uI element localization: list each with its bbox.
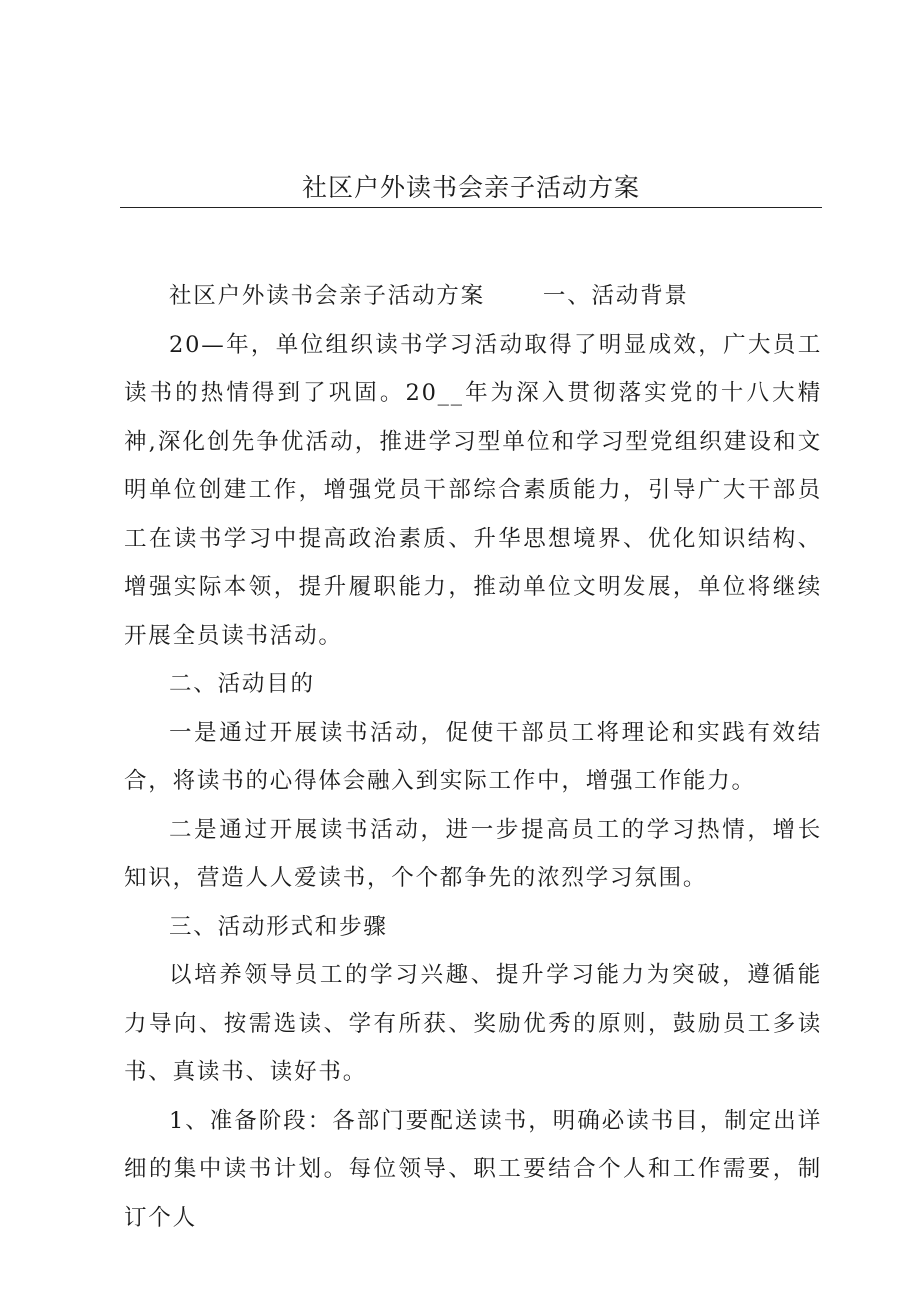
section-heading-background: 一、活动背景 — [542, 283, 689, 309]
paragraph-purpose-1: 一是通过开展读书活动，促使干部员工将理论和实践有效结合，将读书的心得体会融入到实际工作中，增强工作能力。 — [124, 719, 822, 794]
paragraph-format: 以培养领导员工的学习兴趣、提升学习能力为突破，遵循能力导向、按需选读、学有所获、奖励优秀的原则，鼓励员工多读书、真读书、读好书。 — [124, 962, 822, 1085]
title-underline — [120, 207, 822, 208]
intro-title: 社区户外读书会亲子活动方案 — [169, 283, 485, 309]
intro-heading-line — [124, 272, 822, 321]
document-body — [124, 272, 822, 1242]
section-heading-purpose: 二、活动目的 — [169, 671, 315, 697]
paragraph-preparation: 1、准备阶段：各部门要配送读书，明确必读书目，制定出详细的集中读书计划。每位领导、职工要结合个人和工作需要，制订个人 — [124, 1107, 822, 1231]
document-title: 社区户外读书会亲子活动方案 — [301, 173, 640, 202]
section-heading-format: 三、活动形式和步骤 — [169, 913, 388, 940]
paragraph-purpose-2: 二是通过开展读书活动，进一步提高员工的学习热情，增长知识，营造人人爱读书，个个都争先的浓烈学习氛围。 — [124, 816, 822, 891]
paragraph-background: 20—年，单位组织读书学习活动取得了明显成效，广大员工读书的热情得到了巩固。20__年为深入贯彻落实党的十八大精神,深化创先争优活动，推进学习型单位和学习型党组织建设和文明单位创建工作，增强党员干部综合素质能力，引导广大干部员工在读书学习中提高政治素质、升华思想境界、优化知识结构、增强实际本领，提升履职能力，推动单位文明发展，单位将继续开展全员读书活动。 — [124, 331, 822, 649]
